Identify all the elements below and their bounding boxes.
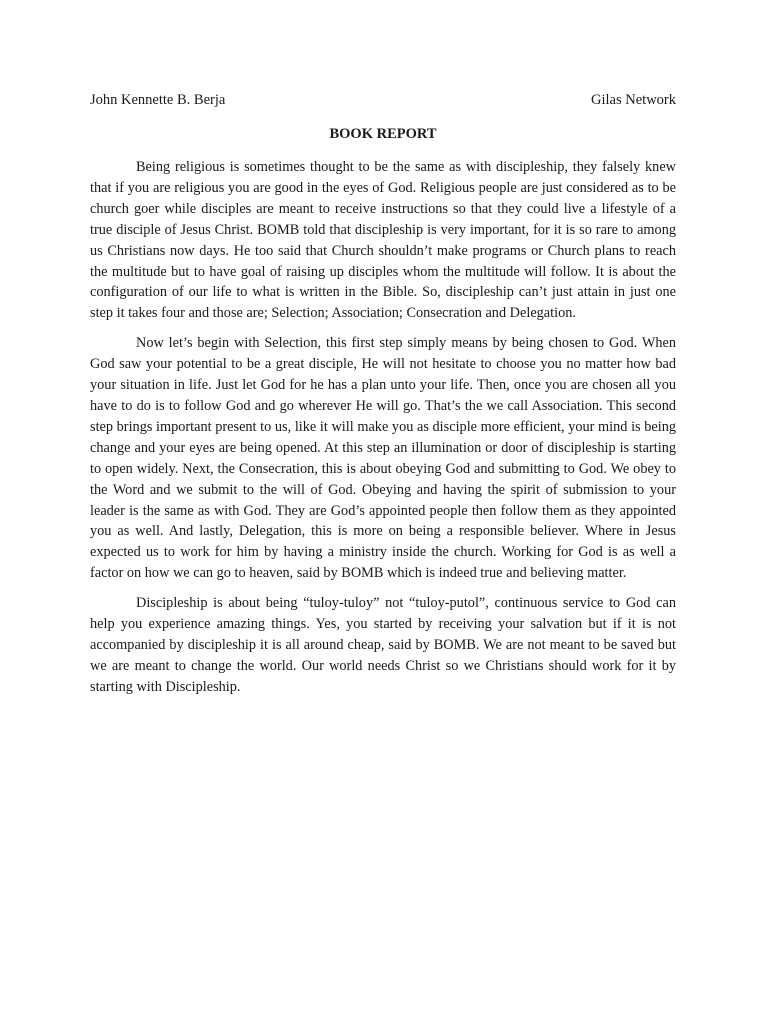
document-body xyxy=(90,157,676,707)
document-header xyxy=(90,92,676,112)
paragraph-2: Now let’s begin with Selection, this first step simply means by being chosen to God. When God saw your potential to be a great disciple, He will not hesitate to choose you no matter how bad your situation in life. Just let God for he has a plan unto your life. Then, once you are chosen all you have to do is to follow God and go wherever He will go. That’s the we call Association. This second step brings important present to us, like it will make you as disciple more efficient, your mind is being change and your eyes are being opened. At this step an illumination or door of discipleship is starting to open widely. Next, the Consecration, this is about obeying God and submitting to God. We obey to the Word and we submit to the will of God. Obeying and having the spirit of submission to your leader is the same as with God. They are God’s appointed people then follow them as they appointed you as well. And lastly, Delegation, this is more on being a responsible believer. Where in Jesus expected us to work for him by having a ministry inside the church. Working for God is as well a factor on how we can go to heaven, said by BOMB which is indeed true and believing matter. xyxy=(90,335,676,582)
author-name: John Kennette B. Berja xyxy=(90,92,226,108)
paragraph-3: Discipleship is about being “tuloy-tuloy” not “tuloy-putol”, continuous service to God can help you experience amazing things. Yes, you started by receiving your salvation but if it is not accompanied by discipleship it is all around cheap, said by BOMB. We are not meant to be saved but we are meant to change the world. Our world needs Christ so we Christians should work for it by starting with Discipleship. xyxy=(90,595,676,695)
organization-name: Gilas Network xyxy=(591,92,676,108)
paragraph-1: Being religious is sometimes thought to be the same as with discipleship, they falsely knew that if you are religious you are good in the eyes of God. Religious people are just considered as to be church goer while disciples are meant to receive instructions so that they could live a lifestyle of a true disciple of Jesus Christ. BOMB told that discipleship is very important, for it is so rare to among us Christians now days. He too said that Church shouldn’t make programs or Church plans to reach the multitude but to have goal of raising up disciples whom the multitude will follow. It is about the configuration of our life to what is written in the Bible. So, discipleship can’t just attain in just one step it takes four and those are; Selection; Association; Consecration and Delegation. xyxy=(90,159,676,322)
document-title: BOOK REPORT xyxy=(329,126,437,142)
